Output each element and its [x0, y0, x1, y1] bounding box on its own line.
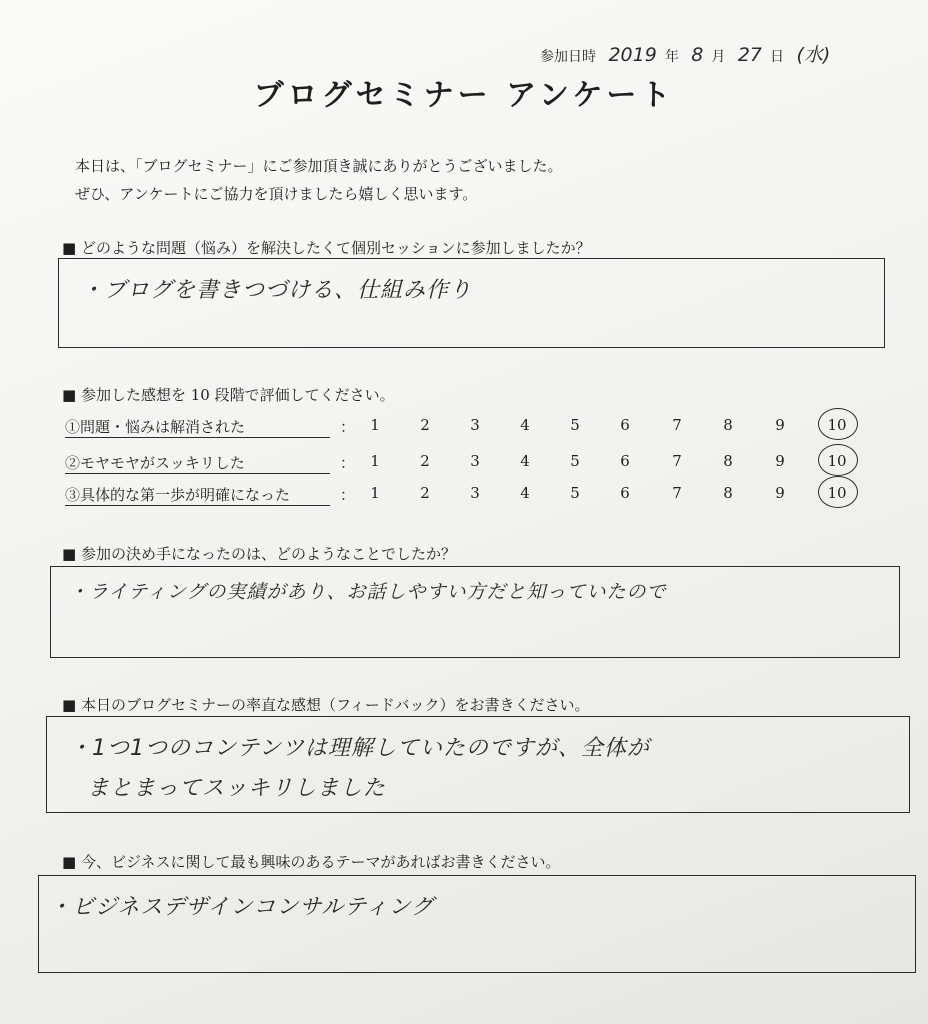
- year-unit: 年: [664, 49, 679, 65]
- rating-option-10[interactable]: [822, 484, 852, 502]
- date-year: 2019: [608, 44, 657, 66]
- rating-option-4[interactable]: 4: [520, 452, 530, 470]
- rating-option-6[interactable]: 6: [620, 484, 630, 502]
- rating-option-5[interactable]: 5: [570, 416, 580, 434]
- rating-option-9[interactable]: 9: [775, 484, 785, 502]
- rating-option-4[interactable]: 4: [520, 416, 530, 434]
- rating-option-10[interactable]: [822, 452, 852, 470]
- rating-option-9[interactable]: 9: [775, 452, 785, 470]
- answer-box-4[interactable]: [46, 716, 910, 813]
- rating-option-3[interactable]: 3: [470, 452, 480, 470]
- date-label: 参加日時: [540, 49, 596, 65]
- rating-row-2: [65, 452, 925, 480]
- page-title: ブログセミナー アンケート: [253, 78, 675, 113]
- rating-option-2[interactable]: 2: [420, 452, 430, 470]
- answer-box-1[interactable]: [58, 258, 885, 348]
- question-5: ■ 今、ビジネスに関して最も興味のあるテーマがあればお書きください。: [62, 853, 561, 871]
- rating-colon: ：: [340, 418, 356, 436]
- question-4: ■ 本日のブログセミナーの率直な感想（フィードバック）をお書きください。: [62, 696, 590, 714]
- answer-4-line-1: ・1つ1つのコンテンツは理解していたのですが、全体が: [69, 736, 650, 761]
- question-1: ■ どのような問題（悩み）を解決したくて個別セッションに参加しましたか？: [62, 239, 591, 257]
- rating-option-5[interactable]: 5: [570, 452, 580, 470]
- selected-circle-icon: [818, 408, 858, 440]
- rating-label-3: ③具体的な第一歩が明確になった: [65, 484, 330, 506]
- intro-line-2: ぜひ、アンケートにご協力を頂けましたら嬉しく思います。: [75, 185, 478, 203]
- rating-label-1: ①問題・悩みは解消された: [65, 416, 330, 438]
- rating-option-7[interactable]: 7: [672, 452, 682, 470]
- rating-option-7[interactable]: 7: [672, 484, 682, 502]
- date-weekday: (水): [796, 44, 831, 66]
- rating-option-2[interactable]: 2: [420, 484, 430, 502]
- intro-line-1: 本日は、「ブログセミナー」にご参加頂き誠にありがとうございました。: [75, 157, 563, 175]
- selected-circle-icon: [818, 476, 858, 508]
- month-unit: 月: [711, 49, 726, 65]
- rating-option-10-label: 10: [827, 452, 847, 470]
- rating-option-10-label: 10: [827, 484, 847, 502]
- rating-option-8[interactable]: 8: [723, 484, 733, 502]
- rating-row-3: [65, 484, 925, 512]
- day-unit: 日: [770, 49, 784, 65]
- rating-option-8[interactable]: 8: [723, 452, 733, 470]
- rating-option-3[interactable]: 3: [470, 484, 480, 502]
- rating-colon: ：: [340, 454, 356, 472]
- answer-box-5[interactable]: [38, 875, 916, 973]
- date-day: 27: [737, 44, 762, 66]
- rating-option-3[interactable]: 3: [470, 416, 480, 434]
- rating-option-1[interactable]: 1: [370, 452, 380, 470]
- selected-circle-icon: [818, 444, 858, 476]
- rating-label-2: ②モヤモヤがスッキリした: [65, 452, 330, 474]
- rating-colon: ：: [340, 486, 356, 504]
- answer-box-3[interactable]: [50, 566, 900, 658]
- date-line: [540, 40, 838, 67]
- question-3: ■ 参加の決め手になったのは、どのようなことでしたか？: [62, 545, 456, 563]
- answer-3: ・ライティングの実績があり、お話しやすい方だと知っていたので: [69, 581, 667, 603]
- rating-option-9[interactable]: 9: [775, 416, 785, 434]
- answer-5: ・ビジネスデザインコンサルティング: [49, 895, 435, 920]
- rating-option-4[interactable]: 4: [520, 484, 530, 502]
- rating-option-1[interactable]: 1: [370, 416, 380, 434]
- question-2: ■ 参加した感想を 10 段階で評価してください。: [62, 386, 395, 404]
- rating-option-6[interactable]: 6: [620, 452, 630, 470]
- rating-option-10-label: 10: [827, 416, 847, 434]
- rating-option-7[interactable]: 7: [672, 416, 682, 434]
- date-month: 8: [691, 44, 704, 66]
- rating-option-8[interactable]: 8: [723, 416, 733, 434]
- rating-option-2[interactable]: 2: [420, 416, 430, 434]
- answer-4-line-2: まとまってスッキリしました: [87, 776, 386, 801]
- answer-1: ・ブログを書きつづける、仕組み作り: [81, 278, 473, 303]
- rating-option-5[interactable]: 5: [570, 484, 580, 502]
- rating-row-1: [65, 416, 925, 444]
- rating-option-6[interactable]: 6: [620, 416, 630, 434]
- rating-option-10[interactable]: [822, 416, 852, 434]
- rating-option-1[interactable]: 1: [370, 484, 380, 502]
